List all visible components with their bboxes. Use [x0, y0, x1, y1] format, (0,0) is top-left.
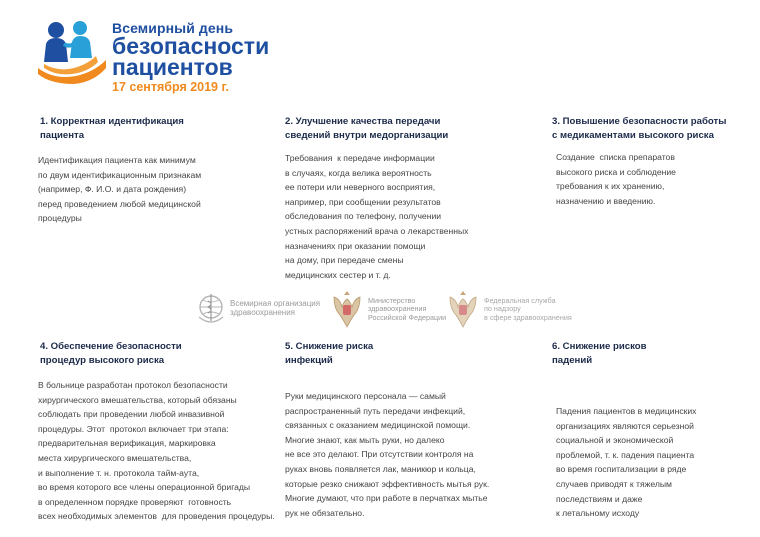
title-line-3: пациентов [112, 54, 233, 80]
section-3-title-line: с медикаментами высокого риска [552, 130, 714, 141]
section-3-title-line: 3. Повышение безопасности работы [552, 116, 727, 127]
section-4-body-line: соблюдать при проведении любой инвазивной [38, 409, 225, 420]
event-date: 17 сентября 2019 г. [112, 80, 229, 94]
section-6-body-line: социальной и экономической [556, 435, 674, 446]
section-1-body-line: Идентификация пациента как минимум [38, 155, 196, 165]
organizations-strip [196, 287, 576, 333]
section-5-body-line: руках вновь появляется лак, маникюр и кольца, [285, 463, 476, 474]
section-3-body-line: требования к их хранению, [556, 181, 665, 192]
section-4-title-line: процедур высокого риска [40, 355, 165, 366]
section-6-body-line: во время госпитализации в ряде [556, 464, 687, 475]
section-1-body-line: перед проведением любой медицинской [38, 198, 201, 209]
section-3-body-line: назначению и введению. [556, 195, 656, 206]
roszdrav-name: Федеральная служба по надзору в сфере здравоохранения [484, 296, 572, 322]
section-6-body-line: последствиям и даже [556, 493, 643, 504]
section-2-title-line: сведений внутри медорганизации [285, 130, 449, 141]
section-1-body-line: процедуры [38, 213, 82, 224]
section-4-title-line: 4. Обеспечение безопасности [40, 341, 182, 352]
section-1-body [38, 153, 201, 226]
section-4-body-line: хирургического вмешательства, который обязаны [38, 394, 237, 405]
section-6-body-line: организациях являются серьезной [556, 420, 694, 431]
section-4-body-line: всех необходимых элементов для проведения процедуры. [38, 511, 275, 522]
event-title [112, 20, 269, 96]
section-4-body [38, 378, 275, 524]
section-6-body-line: к летальному исходу [556, 508, 640, 519]
section-6-title [552, 340, 647, 368]
section-5-body [285, 389, 489, 520]
patient-safety-logo-icon [36, 18, 108, 84]
section-5-body-line: рук не обязательно. [285, 507, 365, 518]
section-3-body-line: высокого риска и соблюдение [556, 166, 676, 177]
section-5-body-line: не все это делают. При отсутствии контроля на [285, 449, 474, 460]
section-4-body-line: процедуры. Этот протокол включает три этапа: [38, 423, 229, 434]
section-3-title [552, 115, 726, 143]
section-6-body-line: проблемой, т. к. падения пациента [556, 449, 695, 460]
section-4-body-line: во время которого все члены операционной бригады [38, 482, 251, 493]
minzdrav-name: Министерство здравоохранения Российской Федерации [368, 296, 447, 322]
title-line-1: Всемирный день [112, 20, 234, 36]
section-5-body-line: Многие думают, что при работе в перчатках мытье [285, 493, 488, 504]
section-5-title-line: инфекций [285, 355, 333, 366]
section-2-body-line: ее потери или неверного восприятия, [285, 182, 436, 193]
section-1-body-line: по двум идентификационным признакам [38, 169, 202, 180]
section-3-body [556, 150, 676, 208]
section-1-body-line: (например, Ф. И.О. и дата рождения) [38, 184, 187, 195]
section-2-body-line: обследования по телефону, получении [285, 211, 442, 222]
section-6-body-line: Падения пациентов в медицинских [556, 406, 697, 416]
section-2-body-line: на дому, при передаче смены [285, 255, 404, 266]
section-2-body-line: медицинских сестер и т. д. [285, 269, 391, 280]
section-5-title-line: 5. Снижение риска [285, 341, 374, 352]
section-6-title-line: 6. Снижение рисков [552, 341, 647, 352]
section-2-body-line: в случаях, когда велика вероятность [285, 167, 432, 178]
section-2-title [285, 115, 448, 143]
section-1-title-line: 1. Корректная идентификация [40, 116, 184, 127]
section-1-title-line: пациента [40, 130, 85, 141]
section-1-title [40, 115, 184, 143]
title-line-2: безопасности [112, 33, 270, 59]
section-2-body-line: Требования к передаче информации [285, 153, 435, 163]
section-6-body-line: случаев приводят к тяжелым [556, 478, 672, 489]
who-name: Всемирная организация здравоохранения [230, 299, 321, 318]
section-2-body-line: устных распоряжений врача о лекарственных [285, 225, 469, 236]
roszdrav-emblem-icon [446, 287, 480, 331]
who-emblem-icon [196, 291, 226, 327]
section-5-body-line: Руки медицинского персонала — самый [285, 391, 446, 401]
section-5-body-line: связанных с оказанием медицинской помощи. [285, 420, 471, 431]
section-2-body-line: например, при сообщении результатов [285, 196, 441, 207]
section-4-body-line: в определенном порядке проверяют готовность [38, 496, 232, 507]
eagle-emblem-icon [330, 287, 364, 331]
section-6-body [556, 404, 696, 521]
section-2-body [285, 151, 468, 282]
section-5-body-line: Многие знают, как мыть руки, но далеко [285, 434, 445, 445]
section-2-body-line: назначениях при оказании помощи [285, 240, 426, 251]
section-2-title-line: 2. Улучшение качества передачи [285, 116, 441, 127]
section-4-body-line: места хирургического вмешательства, [38, 452, 192, 463]
section-3-body-line: Создание списка препаратов [556, 152, 675, 162]
section-5-body-line: которые резко снижают эффективность мытья рук. [285, 478, 490, 489]
section-5-body-line: распространенный путь передачи инфекций, [285, 405, 466, 416]
section-4-body-line: В больнице разработан протокол безопасности [38, 380, 228, 390]
section-4-body-line: и выполнение т. н. протокола тайм-аута, [38, 467, 200, 478]
section-5-title [285, 340, 373, 368]
section-4-body-line: предварительная верификация, маркировка [38, 438, 216, 449]
section-4-title [40, 340, 182, 368]
section-6-title-line: падений [552, 355, 593, 366]
